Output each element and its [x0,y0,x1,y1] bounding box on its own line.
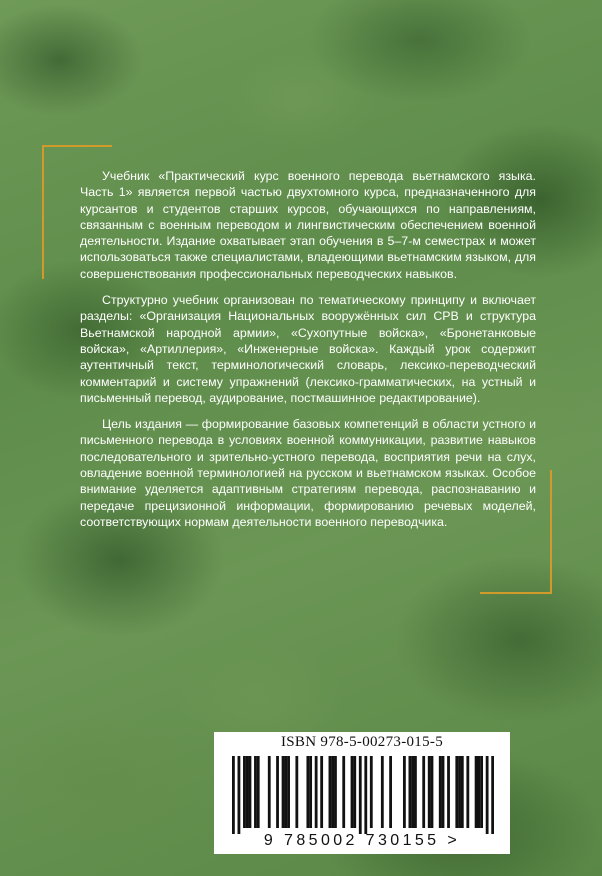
barcode-bar [431,756,434,828]
barcode-bar [306,756,309,828]
barcode-bar [254,756,257,828]
barcode-bar [477,756,480,828]
barcode-bar [295,756,298,828]
barcode-bar [466,756,469,828]
barcode-bar [486,756,489,834]
description-text [80,168,536,540]
barcode-bar [282,756,285,828]
barcode-bar [243,756,246,828]
barcode-bar [414,756,417,828]
barcode-bar [309,756,312,828]
barcode-bar [458,756,461,828]
isbn-barcode [214,732,510,854]
corner-frame-bottom-right-horizontal [480,592,552,594]
barcode-bar [257,756,260,828]
barcode-bar [480,756,483,828]
barcode-bar [409,756,412,828]
description-paragraph-3: Цель издания — формирование базовых компетенций в области устного и письменного перевода в условиях военной коммуникации, развитие навыков последовательного и зрительно-устного перевода, восприятия речи на слух, овладение военной терминологией на русском и вьетнамском языках. Особое внимание уделяется адаптивным стратегиям перевода, распознаванию и передаче прецизионной информации, формированию речевых моделей, соответствующих нормам деятельности военного переводчика. [80,417,536,529]
barcode-bar [370,756,373,828]
barcode-bar [268,756,271,828]
corner-frame-top-left-vertical [42,145,44,279]
barcode-bar [276,756,279,828]
barcode-bar [475,756,478,828]
barcode-bar [455,756,458,828]
barcode-bar [359,756,362,834]
barcode-bar [284,756,287,828]
corner-frame-top-left-horizontal [42,145,112,147]
barcode-bar [381,756,384,828]
barcode-bar [320,756,323,828]
corner-frame-bottom-right-vertical [550,470,552,594]
barcode-bar [364,756,367,834]
barcode-bar [442,756,445,828]
barcode-bar [411,756,414,828]
barcode-bar [342,756,345,828]
barcode-bar [403,756,406,828]
isbn-label: ISBN 978-5-00273-015-5 [280,734,443,750]
barcode-bar [331,756,334,828]
barcode-bar [461,756,464,828]
barcode-bar [249,756,252,828]
barcode-bar [439,756,442,828]
barcode-bar [238,756,241,834]
barcode-bar [428,756,431,828]
barcode-bar [353,756,356,828]
barcode-bar [422,756,425,828]
barcode-bar [334,756,337,828]
barcode-bar [351,756,354,828]
barcode-digits: 9 785002 730155 > [263,832,461,849]
barcode-bar [287,756,290,828]
barcode-bar [232,756,235,834]
barcode-bar [246,756,249,828]
description-paragraph-2: Структурно учебник организован по тематическому принципу и включает разделы: «Организация Национальных вооружённых сил СРВ и структура Вьетнамской народной армии», «Сухопутные войска», «Бронетанковые войска», «Артиллерия», «Инженерные войска». Каждый урок содержит аутентичный текст, терминологический словарь, лексико-переводческий комментарий и систему упражнений (лексико-грамматических, на устный и письменный перевод, аудирование, постмашинное редактирование). [80,293,536,405]
barcode-bar [447,756,450,828]
barcode-bar [329,756,332,828]
barcode-bar [315,756,318,828]
description-paragraph-1: Учебник «Практический курс военного перевода вьетнамского языка. Часть 1» является первой частью двухтомного курса, предназначенного для курсантов и студентов старших курсов, обучающихся по направлениям, связанным с военным переводом и лингвистическим обеспечением военной деятельности. Издание охватывает этап обучения в 5–7-м семестрах и может использоваться также специалистами, владеющими вьетнамским языком, для совершенствования профессиональных переводческих навыков. [80,169,536,281]
barcode-bars [232,756,494,834]
barcode-bar [491,756,494,834]
barcode-bar [389,756,392,828]
